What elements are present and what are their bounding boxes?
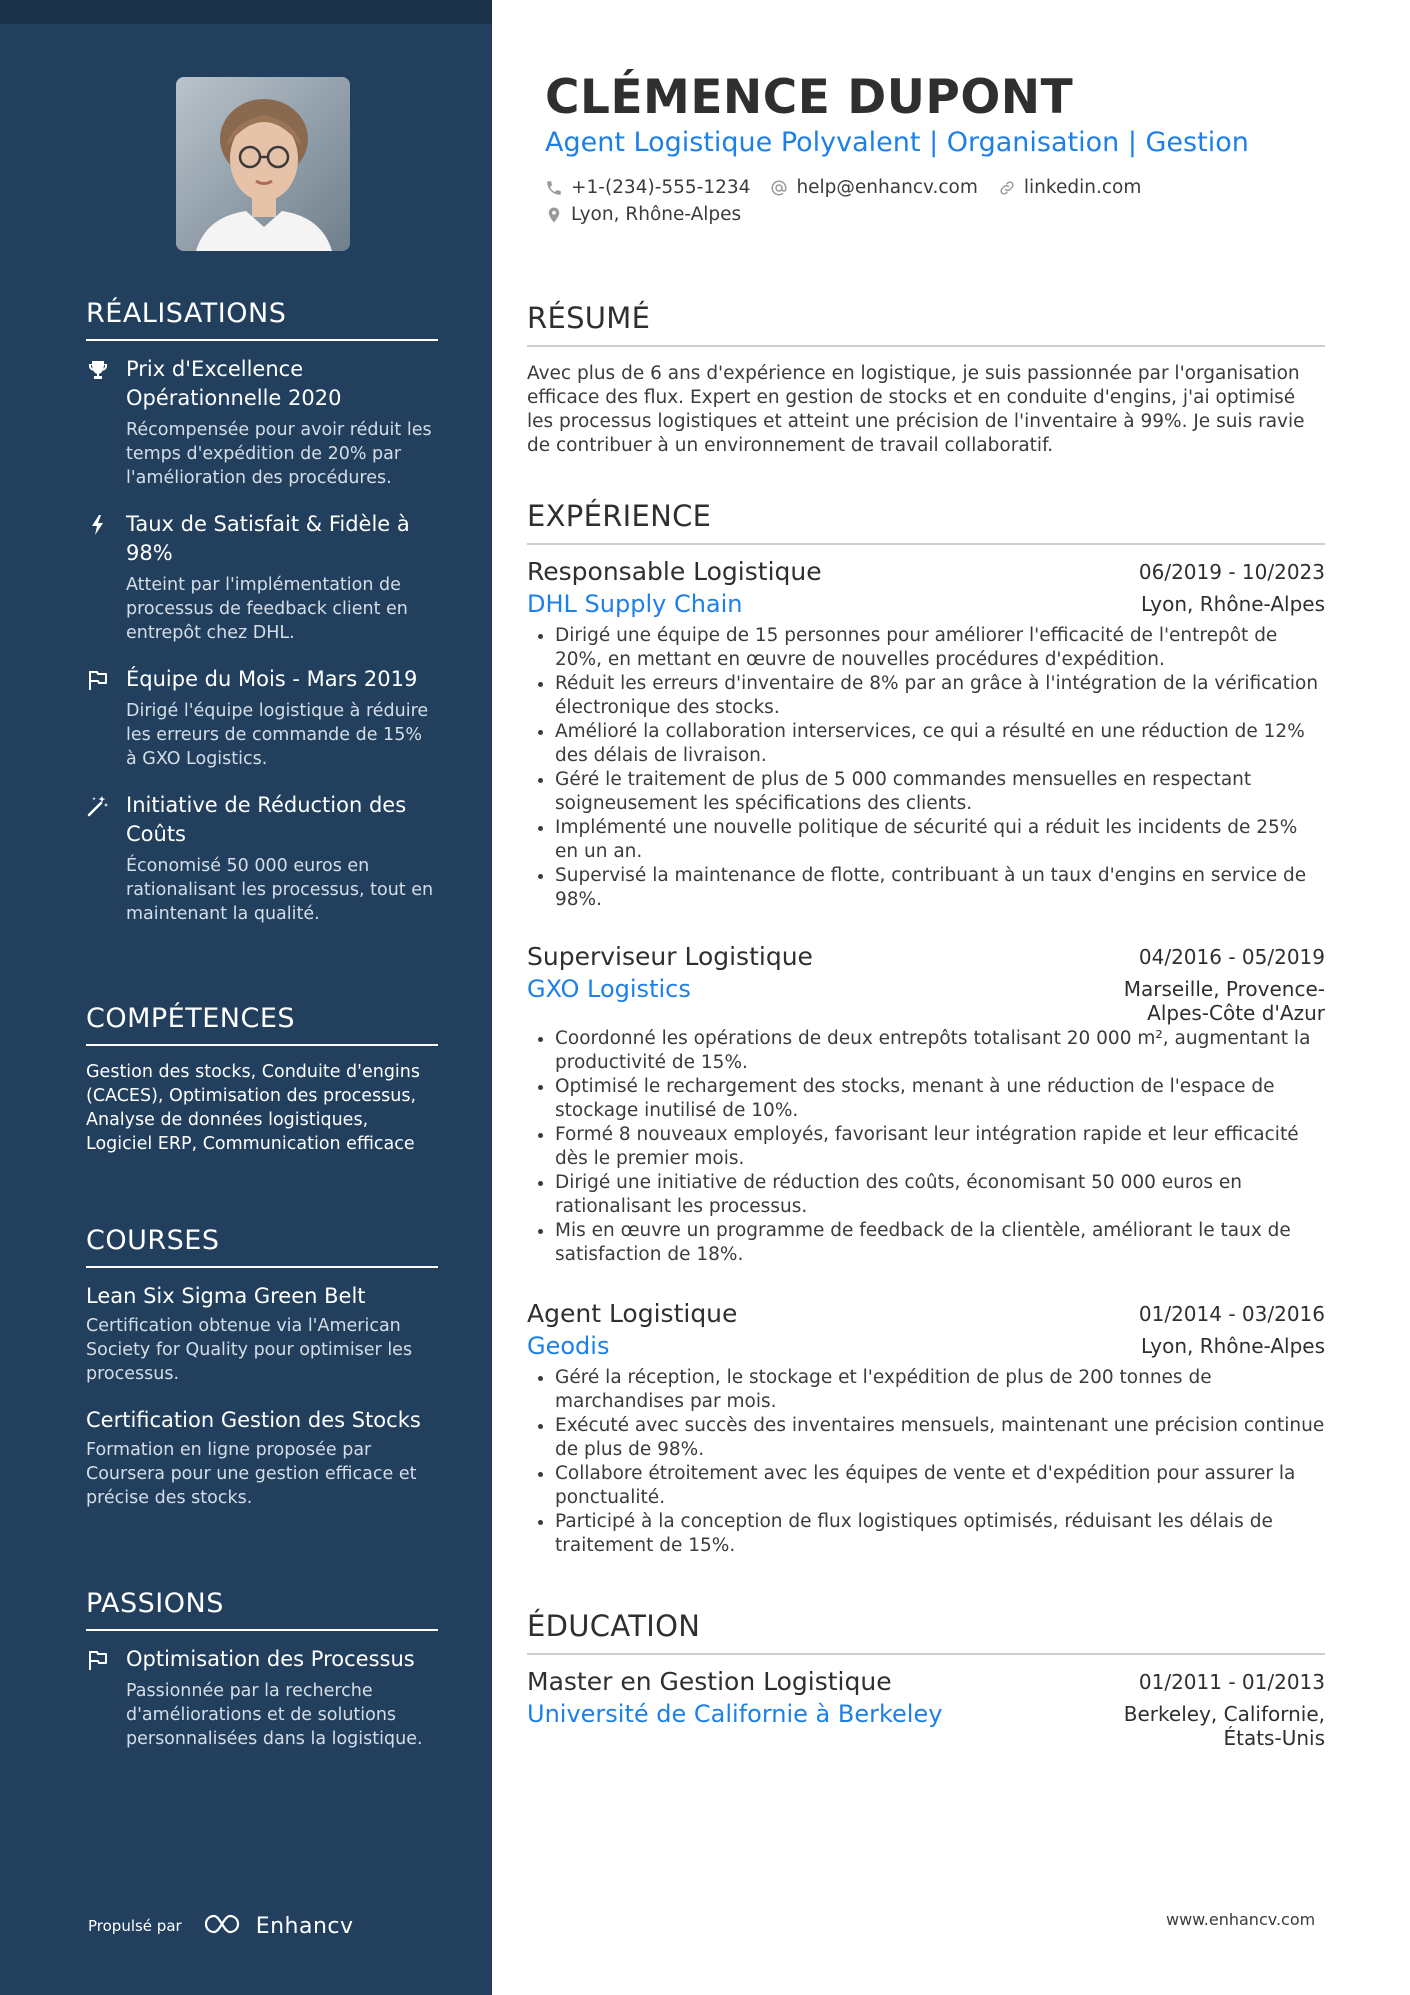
email-contact[interactable] [770, 177, 977, 198]
flag-icon [86, 1648, 110, 1672]
skills-heading: COMPÉTENCES [86, 1003, 438, 1046]
passions-section [86, 1588, 438, 1771]
powered-by [88, 1906, 388, 1946]
job-title: Superviseur Logistique [527, 942, 813, 971]
list-item: • Supervisé la maintenance de flotte, contribuant à un taux d'engins en service de 98%. [555, 864, 1325, 912]
achievement-title: Initiative de Réduction des Coûts [126, 793, 407, 846]
achievements-heading: RÉALISATIONS [86, 298, 438, 341]
job-title: Agent Logistique [527, 1299, 738, 1328]
achievement-item [86, 355, 438, 490]
passion-desc: Passionnée par la recherche d'améliorations et de solutions personnalisées dans la logistique. [126, 1681, 423, 1749]
course-item [86, 1406, 438, 1510]
flag-icon [86, 668, 110, 692]
brand-name: Enhancv [255, 1913, 354, 1939]
list-item: • Optimisé le rechargement des stocks, menant à une réduction de l'espace de stockage inutilisé de 10%. [555, 1075, 1325, 1123]
linkedin-contact[interactable] [998, 177, 1141, 198]
achievement-desc: Dirigé l'équipe logistique à réduire les erreurs de commande de 15% à GXO Logistics. [126, 701, 429, 769]
phone-text: +1-(234)-555-1234 [571, 177, 751, 198]
list-item: • Formé 8 nouveaux employés, favorisant leur intégration rapide et leur efficacité dès le premier mois. [555, 1123, 1325, 1171]
linkedin-text: linkedin.com [1023, 177, 1142, 198]
list-item: • Amélioré la collaboration interservices, ce qui a résulté en une réduction de 12% des délais de livraison. [555, 720, 1325, 768]
lightning-icon [86, 513, 110, 537]
school-name[interactable]: Université de Californie à Berkeley [527, 1700, 943, 1728]
experience-heading: EXPÉRIENCE [527, 499, 1325, 545]
job-company[interactable]: GXO Logistics [527, 975, 691, 1003]
link-icon [998, 179, 1016, 197]
achievement-title: Prix d'Excellence Opérationnelle 2020 [126, 357, 342, 410]
education-location-line: États-Unis [1223, 1726, 1325, 1750]
job-dates: 06/2019 - 10/2023 [1138, 560, 1325, 584]
contact-info [545, 174, 1325, 228]
passion-item [86, 1645, 438, 1751]
degree-title: Master en Gestion Logistique [527, 1667, 892, 1696]
list-item: • Réduit les erreurs d'inventaire de 8% par an grâce à l'intégration de la vérification électronique des stocks. [555, 672, 1325, 720]
achievement-title: Équipe du Mois - Mars 2019 [126, 667, 418, 691]
location-contact [545, 204, 741, 225]
achievement-desc: Récompensée pour avoir réduit les temps d'expédition de 20% par l'amélioration des procédures. [126, 420, 432, 488]
list-item: • Géré le traitement de plus de 5 000 commandes mensuelles en respectant soigneusement les spécifications des clients. [555, 768, 1325, 816]
course-title: Certification Gestion des Stocks [86, 1408, 421, 1432]
job-location: Lyon, Rhône-Alpes [1141, 592, 1325, 616]
list-item: • Dirigé une équipe de 15 personnes pour améliorer l'efficacité de l'entrepôt de 20%, en mettant en œuvre de nouvelles procédures d'expédition. [555, 624, 1325, 672]
course-desc: Formation en ligne proposée par Coursera pour une gestion efficace et précise des stocks. [86, 1440, 417, 1508]
location-pin-icon [545, 206, 563, 224]
skills-text: Gestion des stocks, Conduite d'engins (CACES), Optimisation des processus, Analyse de données logistiques, Logiciel ERP, Communication efficace [86, 1062, 420, 1154]
course-item [86, 1282, 438, 1386]
education-dates: 01/2011 - 01/2013 [1138, 1670, 1325, 1694]
job-entry [527, 556, 1325, 912]
list-item: • Exécuté avec succès des inventaires mensuels, maintenant une précision continue de plus de 98%. [555, 1414, 1325, 1462]
achievement-desc: Économisé 50 000 euros en rationalisant les processus, tout en maintenant la qualité. [126, 856, 434, 924]
job-bullets [527, 1027, 1325, 1267]
job-location: Lyon, Rhône-Alpes [1141, 1334, 1325, 1358]
education-entry [527, 1666, 1325, 1750]
job-bullets [527, 624, 1325, 912]
summary-text: Avec plus de 6 ans d'expérience en logistique, je suis passionnée par l'organisation efficace des flux. Expert en gestion de stocks et en conduite d'engins, j'ai optimisé les processus logistiques et atteint une précision de l'inventaire à 99%. Je suis ravie de contribuer à un environnement de travail collaboratif. [527, 363, 1305, 456]
list-item: • Implémenté une nouvelle politique de sécurité qui a réduit les incidents de 25% en un an. [555, 816, 1325, 864]
trophy-icon [86, 358, 110, 382]
list-item: • Coordonné les opérations de deux entrepôts totalisant 20 000 m², augmentant la productivité de 15%. [555, 1027, 1325, 1075]
achievement-desc: Atteint par l'implémentation de processus de feedback client en entrepôt chez DHL. [126, 575, 408, 643]
email-text: help@enhancv.com [796, 177, 978, 198]
education-location [1124, 1698, 1325, 1750]
job-dates: 01/2014 - 03/2016 [1138, 1302, 1325, 1326]
phone-icon [545, 179, 563, 197]
education-heading: ÉDUCATION [527, 1609, 1325, 1655]
passion-title: Optimisation des Processus [126, 1647, 415, 1671]
job-dates: 04/2016 - 05/2019 [1138, 945, 1325, 969]
powered-by-label: Propulsé par [88, 1917, 182, 1935]
at-icon [770, 179, 788, 197]
enhancv-logo-icon [202, 1912, 248, 1940]
course-desc: Certification obtenue via l'American Society for Quality pour optimiser les processus. [86, 1316, 413, 1384]
passions-heading: PASSIONS [86, 1588, 438, 1631]
footer-url[interactable]: www.enhancv.com [1166, 1910, 1316, 1929]
location-text: Lyon, Rhône-Alpes [571, 204, 742, 225]
list-item: • Géré la réception, le stockage et l'expédition de plus de 200 tonnes de marchandises par mois. [555, 1366, 1325, 1414]
summary-heading: RÉSUMÉ [527, 301, 1325, 347]
achievements-section [86, 298, 438, 946]
sidebar-top-bar [0, 0, 492, 24]
job-company[interactable]: Geodis [527, 1332, 610, 1360]
list-item: • Collabore étroitement avec les équipes de vente et d'expédition pour assurer la ponctualité. [555, 1462, 1325, 1510]
courses-heading: COURSES [86, 1225, 438, 1268]
skills-section [86, 1003, 438, 1156]
education-location-line: Berkeley, Californie, [1123, 1702, 1325, 1726]
sidebar [0, 0, 492, 1995]
candidate-name: CLÉMENCE DUPONT [545, 70, 1074, 125]
achievement-title: Taux de Satisfait & Fidèle à 98% [126, 512, 410, 565]
job-location-line: Marseille, Provence- [1123, 977, 1325, 1001]
magic-wand-icon [86, 794, 110, 818]
job-location [1124, 973, 1325, 1025]
job-company[interactable]: DHL Supply Chain [527, 590, 743, 618]
profile-photo [176, 77, 350, 251]
candidate-subtitle: Agent Logistique Polyvalent | Organisation | Gestion [545, 127, 1249, 158]
phone-contact[interactable] [545, 177, 750, 198]
course-title: Lean Six Sigma Green Belt [86, 1284, 366, 1308]
achievement-item [86, 791, 438, 926]
job-entry [527, 941, 1325, 1267]
achievement-item [86, 510, 438, 645]
job-location-line: Alpes-Côte d'Azur [1147, 1001, 1325, 1025]
job-title: Responsable Logistique [527, 557, 822, 586]
list-item: • Participé à la conception de flux logistiques optimisés, réduisant les délais de traitement de 15%. [555, 1510, 1325, 1558]
courses-section [86, 1225, 438, 1530]
job-bullets [527, 1366, 1325, 1558]
list-item: • Mis en œuvre un programme de feedback de la clientèle, améliorant le taux de satisfaction de 18%. [555, 1219, 1325, 1267]
job-entry [527, 1298, 1325, 1558]
list-item: • Dirigé une initiative de réduction des coûts, économisant 50 000 euros en rationalisant les processus. [555, 1171, 1325, 1219]
achievement-item [86, 665, 438, 771]
